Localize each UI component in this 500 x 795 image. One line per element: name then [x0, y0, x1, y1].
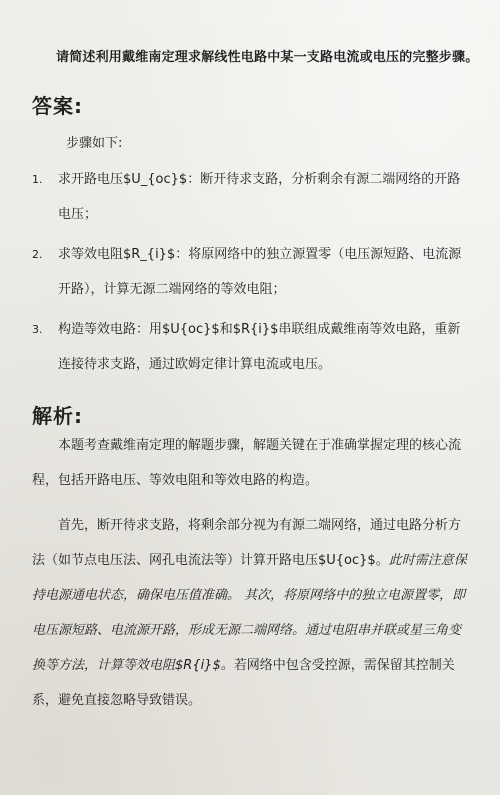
list-item: [32, 162, 472, 232]
step-text: 求等效电阻$R_{i}$：将原网络中的独立源置零（电压源短路、电流源开路），计算无源二端网络的等效电阻；: [58, 247, 462, 297]
list-item: [32, 237, 472, 307]
step-text: 求开路电压$U_{oc}$：断开待求支路，分析剩余有源二端网络的开路电压；: [58, 172, 461, 222]
analysis-text: 若网络中包含受控源，需保留其控制关系，避免直接忽略导致错误。: [32, 658, 455, 708]
answer-intro: 步骤如下:: [66, 136, 123, 151]
step-number: 1.: [32, 173, 43, 186]
analysis-heading: 解析:: [32, 404, 83, 428]
answer-heading: 答案:: [32, 94, 83, 118]
step-number: 3.: [32, 323, 43, 336]
question-text: 请简述利用戴维南定理求解线性电路中某一支路电流或电压的完整步骤。: [56, 50, 479, 65]
analysis-text: 本题考查戴维南定理的解题步骤，解题关键在于准确掌握定理的核心流程，包括开路电压、等效电阻和等效电路的构造。: [32, 438, 462, 488]
step-text: 构造等效电路：用$U{oc}$和$R{i}$串联组成戴维南等效电路，重新连接待求支路，通过欧姆定律计算电流或电压。: [58, 322, 461, 372]
step-number: 2.: [32, 248, 43, 261]
analysis-emphasis-text: 此时需注意保持电源通电状态，确保电压值准确。 其次，将原网络中的独立电源置零，即电压源短路、电流源开路，形成无源二端网络。通过电阻串并联或星三角变换等方法，计算等效电阻$R{i}$。: [32, 553, 467, 673]
analysis-paragraph: [32, 508, 470, 718]
step-list: [32, 162, 472, 387]
analysis-paragraph: [32, 428, 470, 498]
analysis-text: 首先，断开待求支路，将剩余部分视为有源二端网络，通过电路分析方法（如节点电压法、网孔电流法等）计算开路电压$U{oc}$。: [32, 518, 462, 568]
list-item: [32, 312, 472, 382]
